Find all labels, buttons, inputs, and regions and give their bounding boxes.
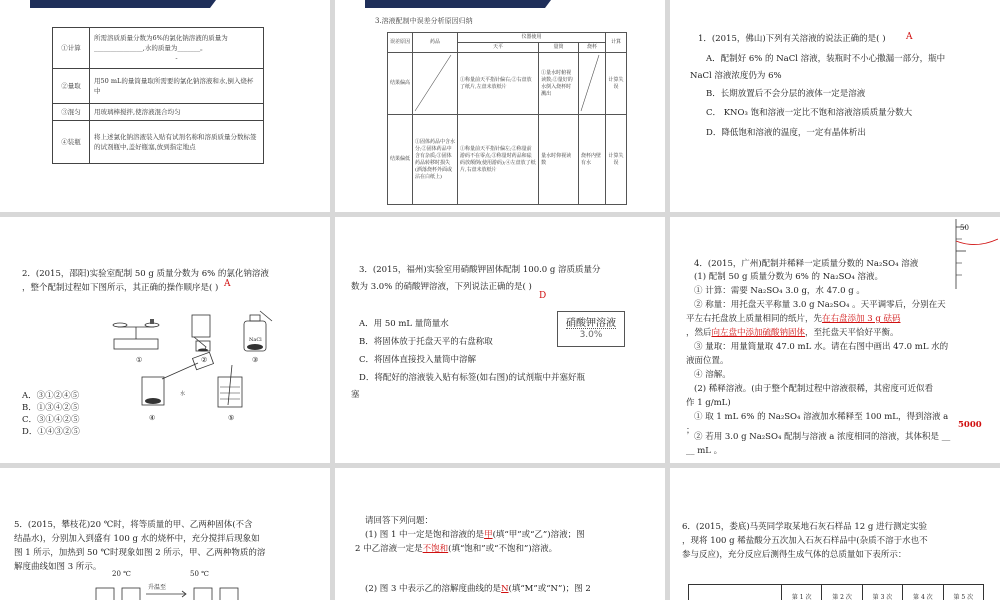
question-4: 4．(2015，广州)配制并稀释一定质量分数的 Na₂SO₄ 溶液 (694, 259, 919, 269)
title-banner (365, 0, 545, 8)
header-cell (689, 585, 782, 600)
option-d: D．①④③②⑤ (22, 427, 80, 437)
header-cell: 第 1 次 (782, 585, 822, 600)
table-row (53, 69, 264, 104)
option-c: C． KNO₃ 饱和溶液一定比不饱和溶液溶质质量分数大 (706, 108, 913, 118)
table-row (388, 115, 627, 205)
empty-cell (413, 53, 458, 115)
question-2: 2．(2015，邵阳)实验室配制 50 g 质量分数为 6% 的氯化钠溶液 (22, 269, 269, 279)
answer-3: 5000 (958, 420, 982, 430)
heat-label: 升温至 (148, 584, 167, 591)
answer-mark: D (539, 291, 547, 301)
header-drug: 药品 (413, 33, 458, 53)
step-weigh: ② 称量：用托盘天平称量 3.0 g Na₂SO₄ 。天平调零后，分别在天 (694, 300, 946, 310)
question-1: 1．(2015，佛山)下列有关溶液的说法正确的是( ) (698, 34, 886, 44)
part-2-cont: 作 1 g/mL) (686, 398, 731, 408)
graduated-cylinder-icon (946, 219, 998, 289)
step-text: 用玻璃棒搅拌,使溶液混合均匀 (90, 104, 264, 121)
option-b: B．长期放置后不会分层的液体一定是溶液 (706, 89, 866, 99)
step-text: 用50 mL的量筒量取所需要的氯化钠溶液和水,倒入烧杯中 (90, 69, 264, 104)
error-analysis-table (387, 32, 627, 205)
table-row (53, 28, 264, 69)
answer-2: 不饱和 (422, 544, 449, 554)
header-cell: 第 4 次 (903, 585, 943, 600)
answer-mark: A (906, 32, 913, 42)
step-calc: ① 计算：需要 Na₂SO₄ 3.0 g，水 47.0 g 。 (694, 286, 865, 296)
dilute-step-1-cont: ； (686, 426, 695, 436)
diagonal-line (579, 53, 601, 113)
figure-label: ② (201, 356, 208, 364)
header-calc: 计算 (606, 33, 627, 53)
tag-value: 3.0% (566, 328, 616, 341)
dilute-step-1: ① 取 1 mL 6% 的 Na₂SO₄ 溶液加水稀释至 100 mL，得到溶液 a (694, 412, 949, 422)
beakers-illustration (90, 580, 330, 600)
header-cell: 第 2 次 (822, 585, 862, 600)
empty-cell (579, 53, 606, 115)
option-a-cont: NaCl 溶液浓度仍为 6% (690, 71, 782, 81)
option-b: B．将固体放于托盘天平的右盘称取 (359, 337, 493, 347)
step-weigh-cont2: ，然后向左盘中添加硫酸钠固体，至托盘天平恰好平衡。 (686, 328, 899, 338)
step-weigh-cont: 平左右托盘放上质量相同的纸片，先在右盘添加 3 g 砝码 (686, 314, 901, 324)
header-cylinder: 量筒 (539, 43, 579, 53)
sub-intro: 请回答下列问题： (365, 516, 434, 526)
option-a: A．③①②④⑤ (22, 391, 80, 401)
step-label: ④装瓶 (53, 121, 90, 164)
table-row (53, 104, 264, 121)
row-label: 结果偏低 (388, 115, 413, 205)
part-2: (2) 稀释溶液。(由于整个配制过程中溶液很稀，其密度可近似看 (694, 384, 934, 394)
option-d: D．降低饱和溶液的温度，一定有晶体析出 (706, 128, 866, 138)
title-banner (30, 0, 210, 8)
diagonal-line (413, 53, 453, 113)
answer-2: 向左盘中添加硫酸钠固体 (711, 328, 806, 338)
reagent-label-tag (557, 311, 625, 347)
table-row (388, 53, 627, 115)
step-measure-cont: 液面位置。 (686, 356, 729, 366)
slide-3[interactable] (670, 0, 1000, 212)
temp-20: 20 ℃ (112, 570, 131, 578)
nacl-label: NaCl (249, 337, 262, 343)
tag-name: 硝酸钾溶液 (566, 318, 616, 329)
question-3: 3．(2015，福州)实验室用硝酸钾固体配制 100.0 g 溶质质量分 (359, 265, 601, 275)
sub-q1: (1) 图 1 中一定是饱和溶液的是甲(填“甲”或“乙”)溶液；图 (365, 530, 585, 540)
scale-mark: 50 (960, 224, 969, 232)
temp-50: 50 ℃ (190, 570, 209, 578)
question-5-cont2: 图 1 所示，加热到 50 ℃时现象如图 2 所示，甲、乙两种物质的溶 (14, 548, 266, 558)
table-row (689, 585, 984, 600)
question-2-cont: ，整个配制过程如下图所示，其正确的操作顺序是( ) (22, 283, 219, 293)
row-label: 结果偏高 (388, 53, 413, 115)
question-5: 5．(2015，攀枝花)20 ℃时，将等质量的甲、乙两种固体(不含 (14, 520, 253, 530)
results-table (688, 584, 984, 600)
header-balance: 天平 (458, 43, 539, 53)
step-label: ③混匀 (53, 104, 90, 121)
weighing-paper-icon (192, 315, 210, 352)
procedure-table (52, 27, 264, 164)
stirring-beaker-icon (218, 365, 242, 407)
step-label: ①计算 (53, 28, 90, 69)
cell: ①固体药品中含水分;②固体药品中含有杂质;③固体药品转移时损失(洒落烧杯外面或沾在白纸上) (413, 115, 458, 205)
answer-3: N (501, 584, 509, 594)
table-row (53, 121, 264, 164)
figure-label: ① (136, 356, 143, 364)
procedure-illustration (110, 307, 300, 427)
figure-label: ③ (252, 356, 259, 364)
slide-4[interactable] (0, 217, 330, 463)
step-dissolve: ④ 溶解。 (694, 370, 731, 380)
answer-1: 在右盘添加 3 g 砝码 (822, 314, 901, 324)
table-title: 3.溶液配制中误差分析原因归纳 (375, 17, 473, 25)
option-a: A．用 50 mL 量筒量水 (359, 319, 449, 329)
option-c: C．将固体直接投入量筒中溶解 (359, 355, 477, 365)
question-3-cont: 数为 3.0% 的硝酸钾溶液，下列说法正确的是( ) (351, 282, 532, 292)
cell: 量水时仰视读数 (539, 115, 579, 205)
part-1: (1) 配制 50 g 质量分数为 6% 的 Na₂SO₄ 溶液。 (694, 272, 884, 282)
answer-mark: A (224, 279, 231, 289)
slide-7[interactable] (0, 468, 330, 600)
slide-9[interactable] (670, 468, 1000, 600)
option-d: D．将配好的溶液装入贴有标签(如右图)的试剂瓶中并塞好瓶 (359, 373, 585, 383)
question-6-cont: ，现将 100 g 稀盐酸分五次加入石灰石样品中(杂质不溶于水也不 (682, 536, 928, 546)
dilute-step-2: ② 若用 3.0 g Na₂SO₄ 配制与溶液 a 浓度相同的溶液，其体积是 __ (694, 432, 951, 442)
sub-q1-cont: 2 中乙溶液一定是不饱和(填“饱和”或“不饱和”)溶液。 (355, 544, 558, 554)
slide-5[interactable] (335, 217, 665, 463)
cell: ①称量前天平指针偏左;②称量前游码不在零点;③称量时药品和砝码放颠倒(使用游码);④左盘放了纸片,右盘未放纸片 (458, 115, 539, 205)
answer-1: 甲 (484, 530, 493, 540)
step-measure: ③ 量取：用量筒量取 47.0 mL 水。请在右图中画出 47.0 mL 水的 (694, 342, 949, 352)
question-6-cont2: 参与反应)，充分反应后测得生成气体的总质量如下表所示： (682, 550, 907, 560)
option-a: A．配制好 6% 的 NaCl 溶液，装瓶时不小心撒漏一部分，瓶中 (706, 54, 946, 64)
balance-icon (113, 319, 159, 349)
step-label: ②量取 (53, 69, 90, 104)
question-5-cont: 结晶水)，分别加入到盛有 100 g 水的烧杯中，充分搅拌后现象如 (14, 534, 260, 544)
header-beaker: 烧杯 (579, 43, 606, 53)
cell: 计算失误 (606, 53, 627, 115)
water-label: 水 (180, 391, 186, 397)
slide-1[interactable] (0, 0, 330, 212)
question-5-cont3: 解度曲线如图 3 所示。 (14, 562, 102, 572)
option-c: C．③①④②⑤ (22, 415, 80, 425)
cell: 计算失误 (606, 115, 627, 205)
dilute-step-2-cont: __ mL 。 (686, 446, 723, 456)
header-group: 仪器使用 (458, 33, 606, 43)
cell: ①称量前天平指针偏右;②右盘放了纸片,左盘未放纸片 (458, 53, 539, 115)
slide-6[interactable] (670, 217, 1000, 463)
header-reason: 误差原因 (388, 33, 413, 53)
cell: 烧杯内壁有水 (579, 115, 606, 205)
header-cell: 第 5 次 (943, 585, 983, 600)
step-text: 将上述氯化钠溶液装入贴有试剂名称和溶质质量分数标签的试剂瓶中,盖好瓶塞,放到指定地点 (90, 121, 264, 164)
header-cell: 第 3 次 (862, 585, 902, 600)
question-6: 6．(2015，娄底)马英同学取某地石灰石样品 12 g 进行测定实验 (682, 522, 928, 532)
step-text: 所需溶质质量分数为6%的氯化钠溶液的质量为_______________,水的质量为_______。 - (90, 28, 264, 69)
table-row (388, 33, 627, 43)
sub-q2: (2) 图 3 中表示乙的溶解度曲线的是N(填“M”或“N”)；图 2 (365, 584, 591, 594)
option-d-cont: 塞 (351, 390, 360, 400)
figure-label: ④ (149, 414, 156, 422)
cell: ①量水时俯视读数;②量好的水倒入烧杯时溅出 (539, 53, 579, 115)
slide-2[interactable] (335, 0, 665, 212)
figure-label: ⑤ (228, 414, 235, 422)
option-b: B．①③④②⑤ (22, 403, 80, 413)
slide-8[interactable] (335, 468, 665, 600)
